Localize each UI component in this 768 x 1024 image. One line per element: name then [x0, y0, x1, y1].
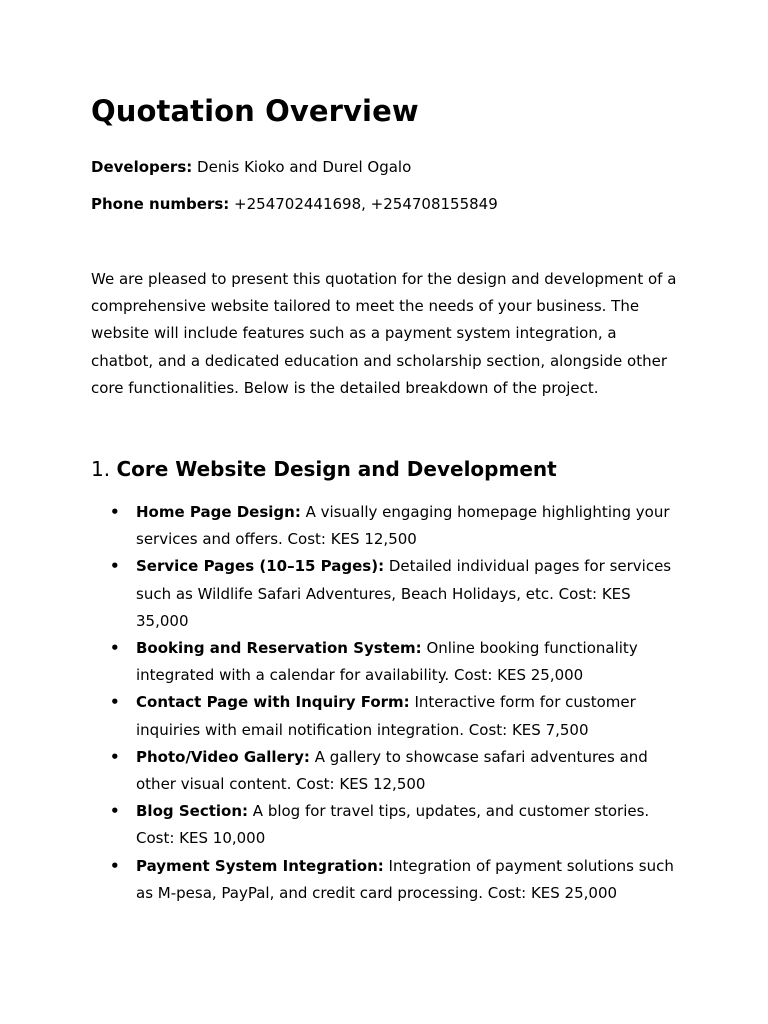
- bullet-icon: •: [110, 503, 120, 522]
- developers-label: Developers:: [91, 158, 193, 176]
- cost-item-list: [91, 499, 691, 907]
- item-text: Detailed individual pages for services such as Wildlife Safari Adventures, Beach Holidays, etc. Cost: KES 35,000: [136, 557, 672, 630]
- document-page: [91, 91, 691, 907]
- item-label: Home Page Design:: [136, 503, 301, 522]
- list-item: [91, 744, 682, 798]
- item-text: A blog for travel tips, updates, and customer stories. Cost: KES 10,000: [136, 802, 650, 848]
- item-text: Integration of payment solutions such as M-pesa, PayPal, and credit card processing. Cost: KES 25,000: [136, 856, 674, 902]
- bullet-icon: •: [110, 557, 120, 576]
- list-item: [91, 499, 682, 553]
- list-item: [91, 853, 682, 907]
- item-label: Booking and Reservation System:: [136, 639, 422, 658]
- item-label: Contact Page with Inquiry Form:: [136, 693, 410, 712]
- item-text: A visually engaging homepage highlighting your services and offers. Cost: KES 12,500: [136, 503, 670, 549]
- item-label: Service Pages (10–15 Pages):: [136, 557, 385, 576]
- list-item: [91, 798, 682, 852]
- bullet-icon: •: [110, 856, 120, 875]
- intro-paragraph: We are pleased to present this quotation for the design and development of a comprehensive website tailored to meet the needs of your business. The website will include features such as a payment system integration, a chatbot, and a dedicated education and scholarship section, alongside other core functionalities. Below is the detailed breakdown of the project.: [91, 270, 677, 397]
- list-item: [91, 635, 682, 689]
- bullet-icon: •: [110, 693, 120, 712]
- bullet-icon: •: [110, 639, 120, 658]
- bullet-icon: •: [110, 802, 120, 821]
- list-item: [91, 553, 682, 635]
- section-number: 1.: [91, 457, 117, 482]
- developers-value: Denis Kioko and Durel Ogalo: [192, 158, 412, 176]
- bullet-icon: •: [110, 747, 120, 766]
- developers-line: [91, 156, 691, 178]
- section-heading: [91, 455, 691, 483]
- item-label: Photo/Video Gallery:: [136, 747, 310, 766]
- phone-numbers-label: Phone numbers:: [91, 195, 230, 213]
- item-label: Payment System Integration:: [136, 856, 384, 875]
- phone-numbers-value: +254702441698, +254708155849: [229, 195, 498, 213]
- item-text: Online booking functionality integrated with a calendar for availability. Cost: KES 25,000: [136, 639, 638, 685]
- item-text: Interactive form for customer inquiries with email notification integration. Cost: KES 7,500: [136, 693, 636, 739]
- page-title: Quotation Overview: [91, 94, 419, 128]
- list-item: [91, 689, 682, 743]
- item-label: Blog Section:: [136, 802, 249, 821]
- phone-numbers-line: [91, 193, 691, 215]
- item-text: A gallery to showcase safari adventures and other visual content. Cost: KES 12,500: [136, 747, 648, 794]
- section-title: Core Website Design and Development: [116, 457, 557, 482]
